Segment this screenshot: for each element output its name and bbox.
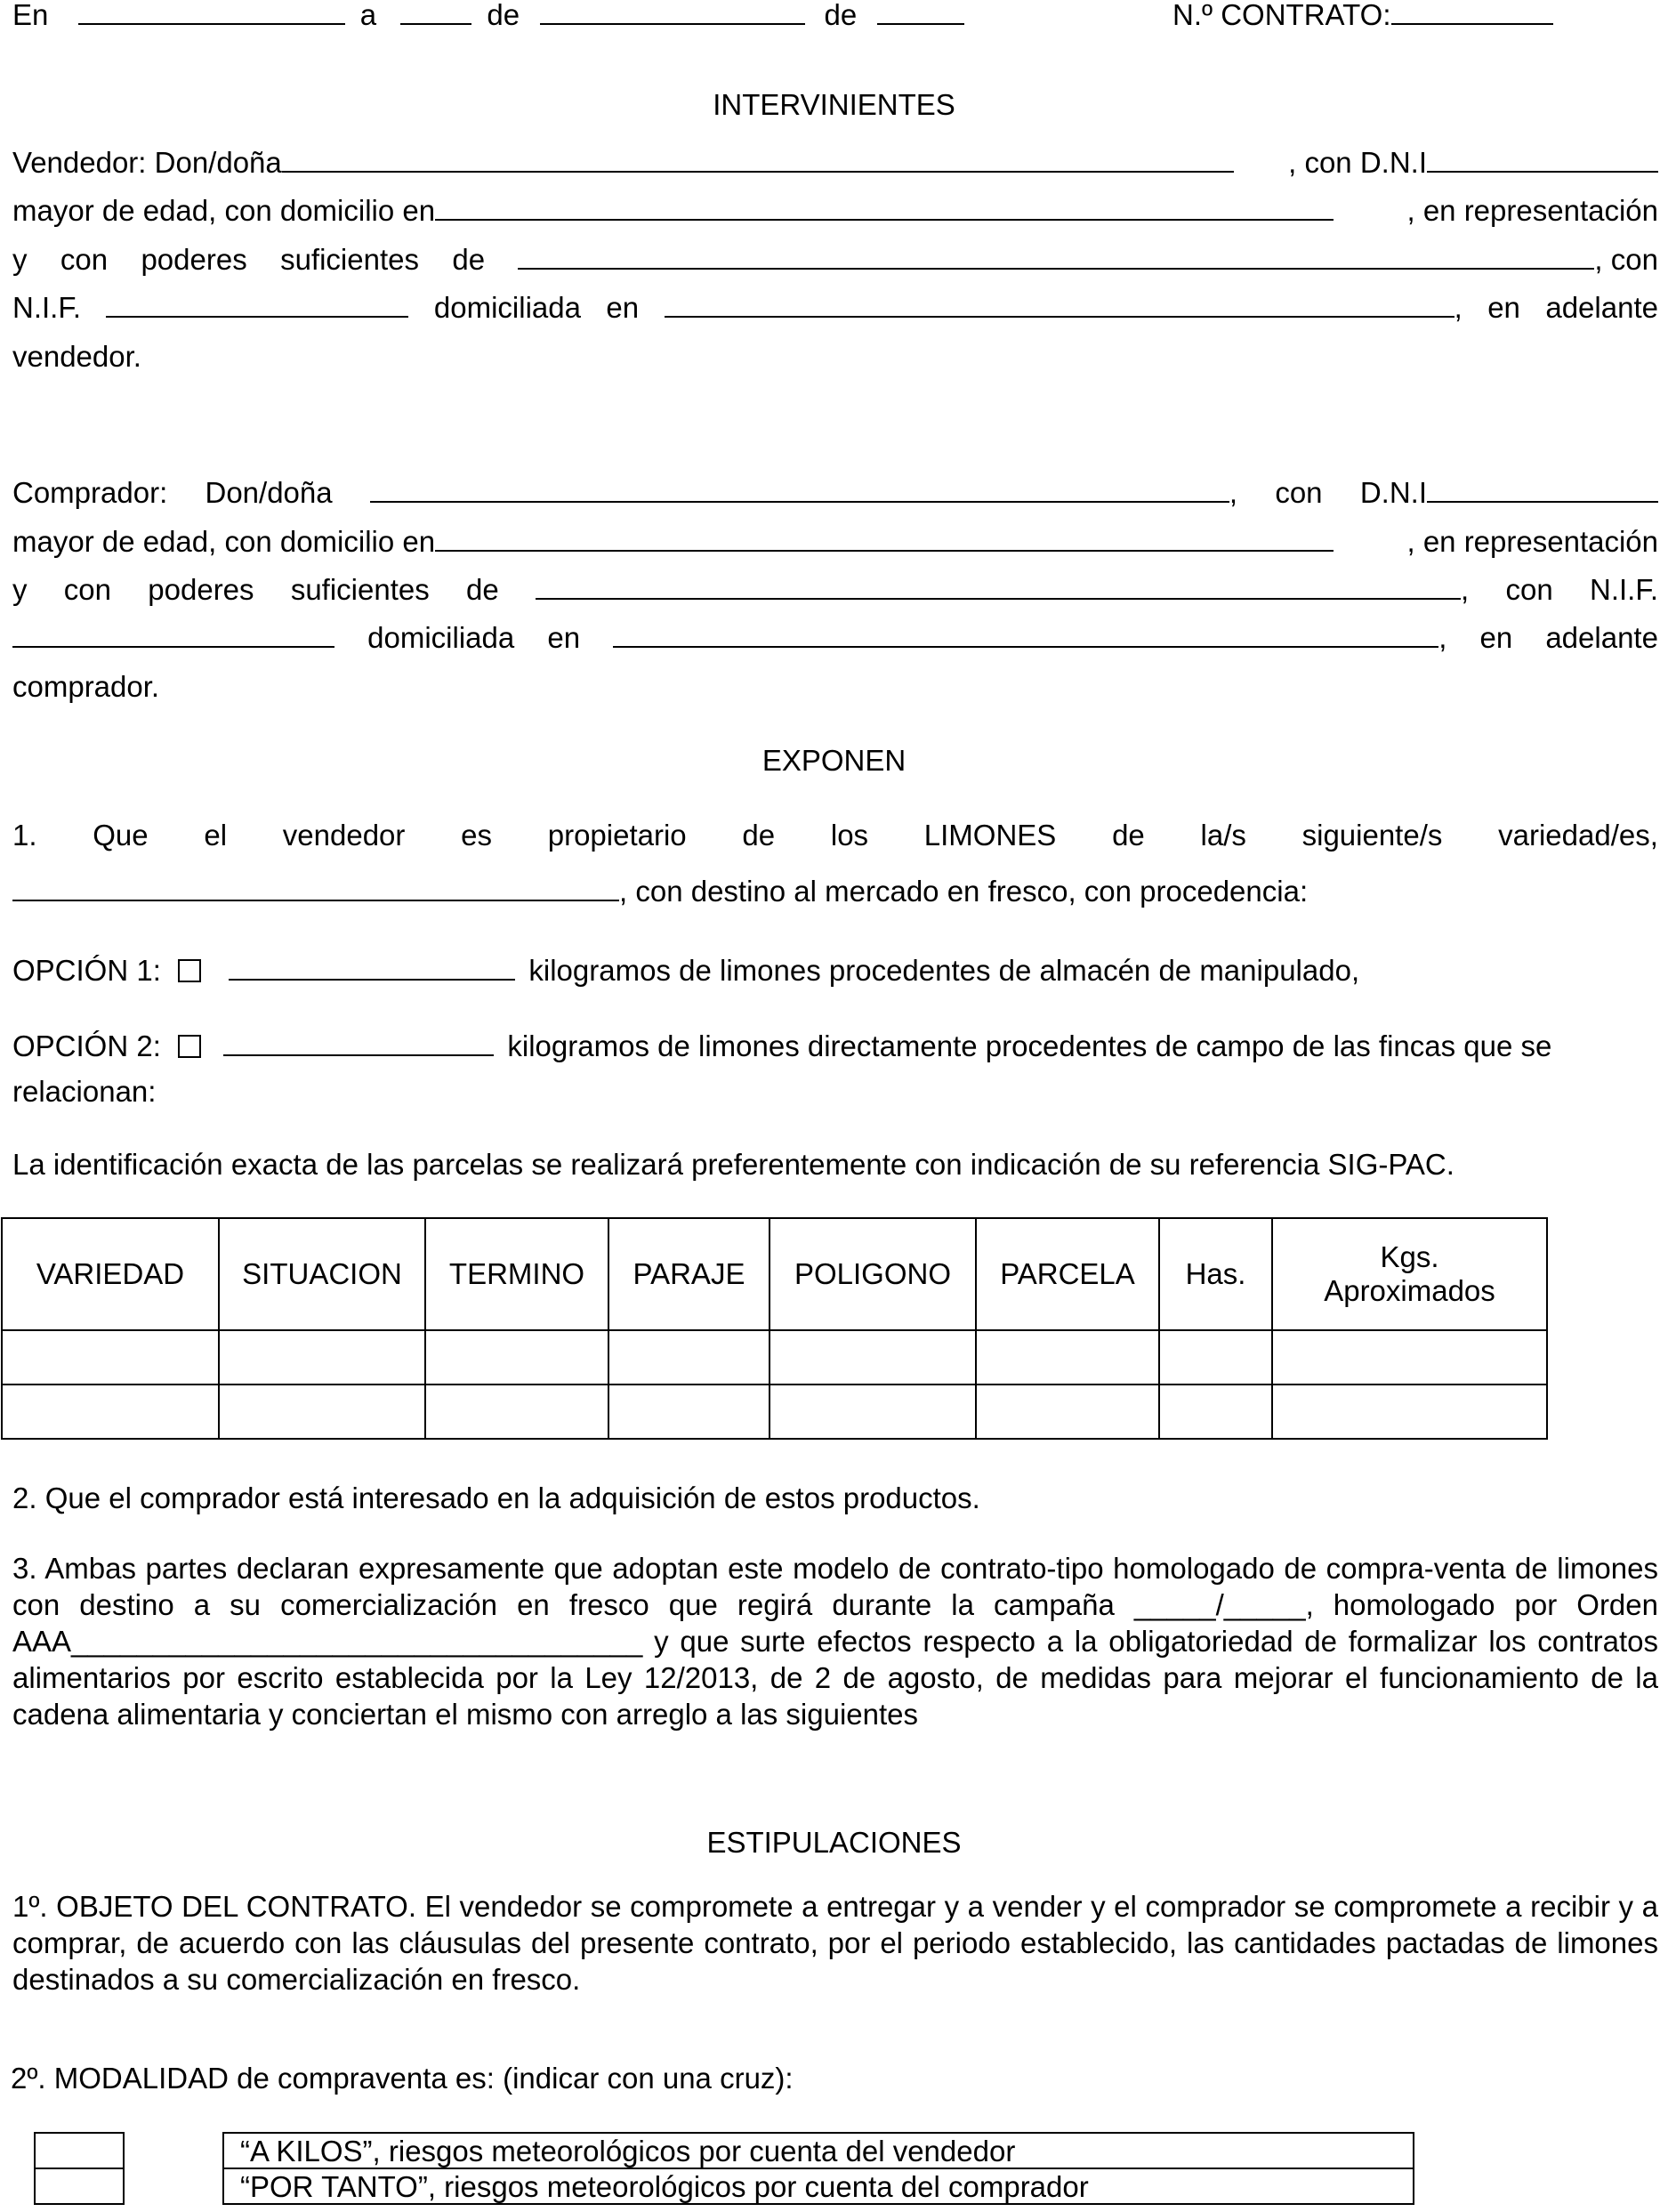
word: Don/doña — [205, 476, 333, 509]
word: poderes — [148, 573, 254, 606]
table-cell[interactable] — [219, 1330, 425, 1385]
blank-vendedor-representado[interactable] — [518, 245, 1594, 270]
table-header-row — [2, 1218, 1547, 1330]
exponen-p2: 2. Que el comprador está interesado en la adquisición de estos productos. — [12, 1481, 980, 1514]
col-header: VARIEDAD — [2, 1218, 219, 1330]
opcion-2 — [12, 1031, 1551, 1061]
modalidad-row — [35, 2133, 1414, 2168]
vendedor-con: , con — [1594, 243, 1658, 276]
table-row — [2, 1385, 1547, 1439]
word: domiciliada — [367, 621, 515, 654]
word: en — [1487, 291, 1520, 324]
blank-mes[interactable] — [540, 0, 805, 25]
modalidad-2-label: “POR TANTO”, riesgos meteorológicos por cuenta del comprador — [223, 2168, 1414, 2204]
word: con — [63, 573, 111, 606]
table-cell[interactable] — [425, 1330, 608, 1385]
vendedor-dni-label: , con D.N.I — [1288, 146, 1427, 179]
table-cell[interactable] — [770, 1385, 976, 1439]
comprador-line-1 — [12, 478, 1658, 507]
header-de2: de — [824, 0, 858, 31]
vendedor-line-5: vendedor. — [12, 340, 141, 373]
blank-opcion-2-kg[interactable] — [223, 1031, 494, 1056]
table-cell[interactable] — [2, 1385, 219, 1439]
modalidad-2-checkbox[interactable] — [35, 2168, 124, 2204]
opcion-1-label: OPCIÓN 1: — [12, 954, 161, 987]
vendedor-line-4 — [12, 293, 1658, 322]
table-cell[interactable] — [608, 1330, 770, 1385]
vendedor-domicilio-label: mayor de edad, con domicilio en — [12, 194, 436, 227]
comma: , — [1454, 291, 1463, 324]
word: y — [12, 243, 28, 276]
blank-comprador-nombre[interactable] — [370, 478, 1229, 503]
exponen-p1-line-2 — [12, 876, 1308, 906]
blank-lugar[interactable] — [78, 0, 345, 25]
word: los — [830, 819, 869, 852]
blank-comprador-domicilio-entidad[interactable] — [613, 623, 1438, 648]
intervinientes-title: INTERVINIENTES — [713, 88, 955, 121]
col-header: TERMINO — [425, 1218, 608, 1330]
exponen-p3: 3. Ambas partes declaran expresamente que adoptan este modelo de contrato-tipo homologado de compra-venta de limones con destino a su comercialización en fresco que regirá durante la campaña _____/_____, homologado por Orden AAA___________________________________ y que surte efectos respecto a la obligatoriedad de formalizar los contratos alimentarios por escrito establecida por la Ley 12/2013, de 2 de agosto, de medidas para mejorar el funcionamiento de la cadena alimentaria y conciertan el mismo con arreglo a las siguientes — [12, 1552, 1658, 1731]
table-cell[interactable] — [1272, 1385, 1547, 1439]
blank-vendedor-domicilio[interactable] — [435, 196, 1334, 221]
exponen-title: EXPONEN — [761, 744, 907, 777]
header-a: a — [359, 0, 377, 31]
col-header-kgs-line-1: Kgs. — [1380, 1240, 1439, 1274]
col-header-kgs-line-2: Aproximados — [1324, 1274, 1495, 1307]
word: siguiente/s — [1301, 819, 1443, 852]
vendedor-nif-label: N.I.F. — [12, 291, 82, 324]
word: el — [204, 819, 228, 852]
vendedor-line-3 — [12, 245, 1658, 274]
word: suficientes — [290, 573, 430, 606]
table-cell[interactable] — [1272, 1330, 1547, 1385]
parcelas-table — [1, 1217, 1548, 1440]
word: 1. — [12, 819, 37, 852]
vendedor-representacion: , en representación — [1406, 194, 1658, 227]
word: adelante — [1545, 621, 1658, 654]
word: Que — [93, 819, 149, 852]
word: propietario — [547, 819, 687, 852]
table-cell[interactable] — [770, 1330, 976, 1385]
col-header: Has. — [1159, 1218, 1272, 1330]
opcion-1 — [12, 956, 1359, 985]
comprador-dni-label: D.N.I — [1359, 476, 1427, 509]
header-date-line — [12, 0, 964, 29]
word: variedad/es, — [1498, 819, 1658, 852]
col-header: SITUACION — [219, 1218, 425, 1330]
comprador-line-5: comprador. — [12, 670, 160, 703]
blank-vendedor-dni[interactable] — [1427, 148, 1658, 173]
modalidad-row — [35, 2168, 1414, 2204]
word: es — [461, 819, 492, 852]
opcion-2-text: kilogramos de limones directamente procedentes de campo de las fincas que se — [507, 1029, 1552, 1062]
blank-vendedor-nombre[interactable] — [282, 148, 1234, 173]
vendedor-label: Vendedor: Don/doña — [12, 146, 282, 179]
modalidad-1-label: “A KILOS”, riesgos meteorológicos por cuenta del vendedor — [223, 2133, 1414, 2168]
comprador-label: Comprador: — [12, 476, 168, 509]
header-de1: de — [487, 0, 520, 31]
word: LIMONES — [923, 819, 1057, 852]
procedencia-text: , con destino al mercado en fresco, con procedencia: — [619, 875, 1309, 908]
col-header: POLIGONO — [770, 1218, 976, 1330]
header-en: En — [12, 0, 49, 31]
vendedor-line-2 — [12, 196, 1658, 225]
word: de — [742, 819, 776, 852]
word: de — [1112, 819, 1145, 852]
blank-variedades[interactable] — [12, 876, 619, 901]
spacer — [124, 2168, 223, 2204]
contract-number — [1172, 0, 1553, 29]
opcion-1-checkbox[interactable] — [178, 959, 201, 982]
modalidad-1-checkbox[interactable] — [35, 2133, 124, 2168]
word: en — [1479, 621, 1513, 654]
word: con — [1505, 573, 1553, 606]
table-cell[interactable] — [608, 1385, 770, 1439]
comprador-nif-label: N.I.F. — [1589, 573, 1658, 606]
word: de — [452, 243, 486, 276]
blank-comprador-representado[interactable] — [536, 575, 1461, 600]
table-row — [2, 1330, 1547, 1385]
table-cell[interactable] — [976, 1385, 1159, 1439]
word: en — [606, 291, 640, 324]
word: de — [466, 573, 499, 606]
table-cell[interactable] — [1159, 1330, 1272, 1385]
sigpac-note: La identificación exacta de las parcelas se realizará preferentemente con indicación de su referencia SIG-PAC. — [12, 1148, 1454, 1181]
modalidad-table — [34, 2132, 1414, 2205]
comma: , — [1438, 621, 1447, 654]
opcion-2-checkbox[interactable] — [178, 1035, 201, 1058]
comprador-representacion: , en representación — [1406, 525, 1658, 558]
col-header: PARCELA — [976, 1218, 1159, 1330]
blank-vendedor-nif[interactable] — [106, 293, 408, 318]
comma: , — [1461, 573, 1470, 606]
blank-opcion-1-kg[interactable] — [229, 956, 515, 981]
opcion-2-label: OPCIÓN 2: — [12, 1029, 161, 1062]
comprador-line-2 — [12, 527, 1658, 556]
exponen-p1-line-1 — [12, 820, 1658, 850]
blank-vendedor-domicilio-entidad[interactable] — [665, 293, 1454, 318]
col-header: PARAJE — [608, 1218, 770, 1330]
comprador-line-4 — [12, 623, 1658, 652]
comprador-domicilio-label: mayor de edad, con domicilio en — [12, 525, 436, 558]
word: adelante — [1545, 291, 1658, 324]
word: poderes — [141, 243, 247, 276]
word: en — [547, 621, 581, 654]
blank-comprador-domicilio[interactable] — [435, 527, 1334, 552]
estipulaciones-title: ESTIPULACIONES — [706, 1826, 962, 1859]
word: suficientes — [280, 243, 419, 276]
word: la/s — [1200, 819, 1246, 852]
blank-contract-number[interactable] — [1391, 0, 1553, 25]
blank-comprador-nif[interactable] — [12, 623, 334, 648]
word: y — [12, 573, 28, 606]
estipulacion-2: 2º. MODALIDAD de compraventa es: (indicar con una cruz): — [11, 2062, 794, 2095]
table-cell[interactable] — [1159, 1385, 1272, 1439]
opcion-1-text: kilogramos de limones procedentes de almacén de manipulado, — [528, 954, 1360, 987]
vendedor-line-1 — [12, 148, 1658, 177]
comprador-line-3 — [12, 575, 1658, 604]
contract-number-label: N.º CONTRATO: — [1172, 0, 1391, 31]
blank-comprador-dni[interactable] — [1427, 478, 1658, 503]
word: vendedor — [282, 819, 406, 852]
word: con — [60, 243, 109, 276]
comma: , — [1229, 476, 1238, 509]
spacer — [124, 2133, 223, 2168]
table-cell[interactable] — [219, 1385, 425, 1439]
table-cell[interactable] — [425, 1385, 608, 1439]
opcion-2-line-2: relacionan: — [12, 1075, 157, 1108]
blank-anio[interactable] — [877, 0, 964, 25]
blank-dia[interactable] — [400, 0, 471, 25]
estipulacion-1: 1º. OBJETO DEL CONTRATO. El vendedor se compromete a entregar y a vender y el comprador se compromete a recibir y a comprar, de acuerdo con las cláusulas del presente contrato, por el periodo establecido, las cantidades pactadas de limones destinados a su comercialización en fresco. — [12, 1890, 1658, 1996]
word: domiciliada — [433, 291, 581, 324]
word: con — [1275, 476, 1323, 509]
table-cell[interactable] — [2, 1330, 219, 1385]
table-cell[interactable] — [976, 1330, 1159, 1385]
col-header-kgs — [1272, 1218, 1547, 1330]
